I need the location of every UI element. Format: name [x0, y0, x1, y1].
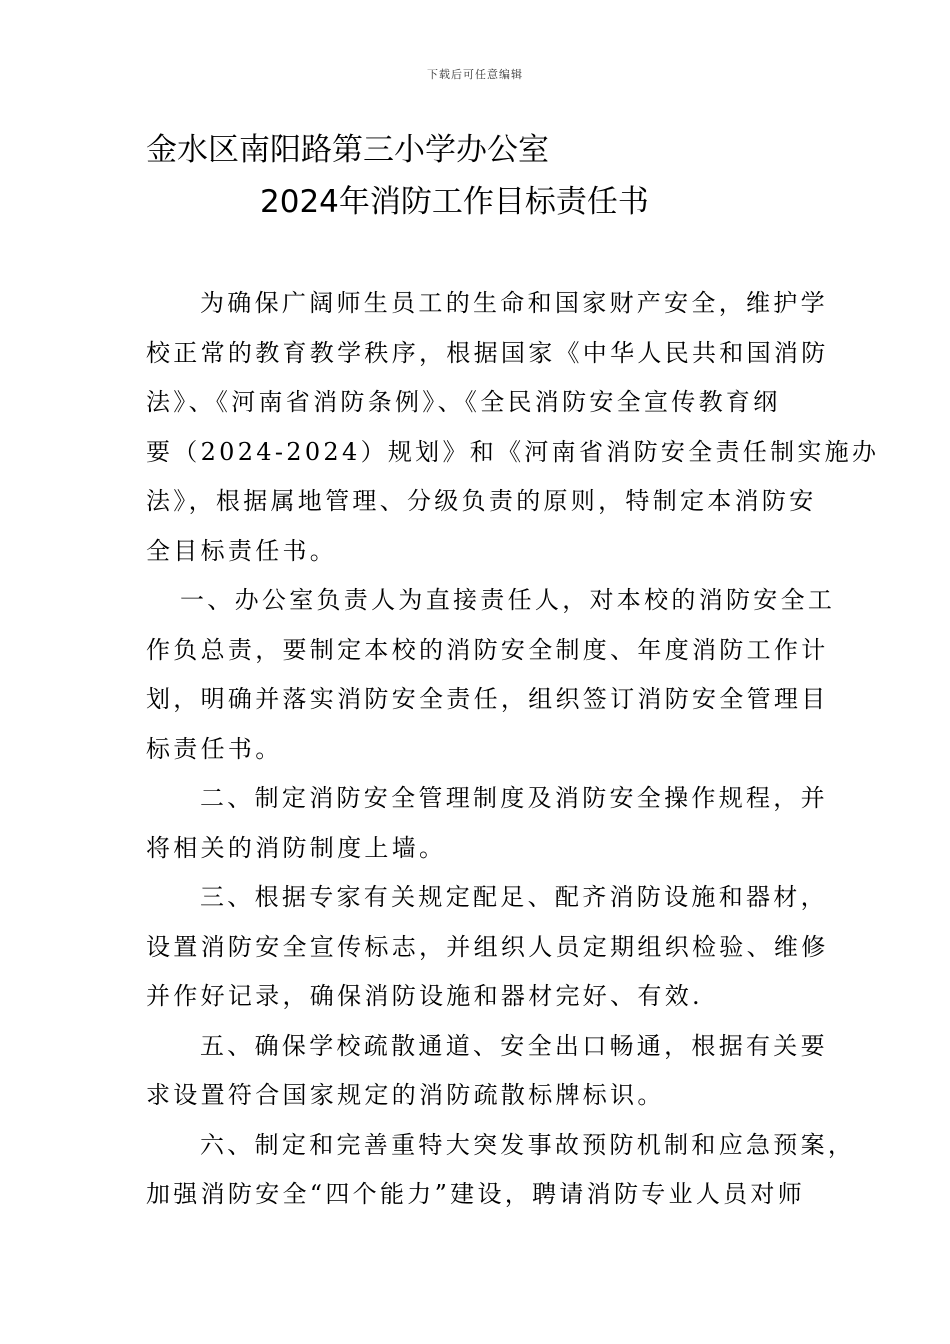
paragraph-line: 加强消防安全“四个能力”建设，聘请消防专业人员对师	[146, 1180, 806, 1208]
paragraph-line: 五、确保学校疏散通道、安全出口畅通，根据有关要	[200, 1031, 828, 1060]
paragraph-line: 六、制定和完善重特大突发事故预防机制和应急预案，	[200, 1130, 856, 1159]
paragraph-line: 三、根据专家有关规定配足、配齐消防设施和器材，	[200, 883, 828, 911]
title-line-1: 金水区南阳路第三小学办公室	[146, 132, 549, 168]
title-line-2: 2024年消防工作目标责任书	[260, 184, 649, 220]
paragraph-line: 要（2024-2024）规划》和《河南省消防安全责任制实施办	[146, 437, 880, 466]
paragraph-line: 并作好记录，确保消防设施和器材完好、有效.	[146, 982, 703, 1010]
paragraph-line: 法》、《河南省消防条例》、《全民消防安全宣传教育纲	[146, 388, 781, 416]
paragraph-line: 校正常的教育教学秩序，根据国家《中华人民共和国消防	[146, 338, 829, 367]
document-body	[146, 279, 880, 1220]
paragraph-line: 二、制定消防安全管理制度及消防安全操作规程，并	[200, 784, 828, 812]
paragraph-line: 标责任书。	[146, 734, 283, 763]
paragraph-line: 求设置符合国家规定的消防疏散标牌标识。	[146, 1081, 665, 1109]
paragraph-line: 全目标责任书。	[146, 536, 338, 565]
paragraph-line: 法》，根据属地管理、分级负责的原则，特制定本消防安	[146, 487, 817, 515]
paragraph-line: 作负总责，要制定本校的消防安全制度、年度消防工作计	[146, 635, 829, 664]
paragraph-line: 一、办公室负责人为直接责任人，对本校的消防安全工	[180, 586, 836, 614]
paragraph-line: 将相关的消防制度上墙。	[146, 833, 447, 862]
header-note: 下载后可任意编辑	[427, 68, 523, 81]
paragraph-line: 设置消防安全宣传标志，并组织人员定期组织检验、维修	[146, 932, 829, 961]
paragraph-line: 划，明确并落实消防安全责任，组织签订消防安全管理目	[146, 685, 829, 713]
paragraph-line: 为确保广阔师生员工的生命和国家财产安全，维护学	[200, 289, 828, 317]
